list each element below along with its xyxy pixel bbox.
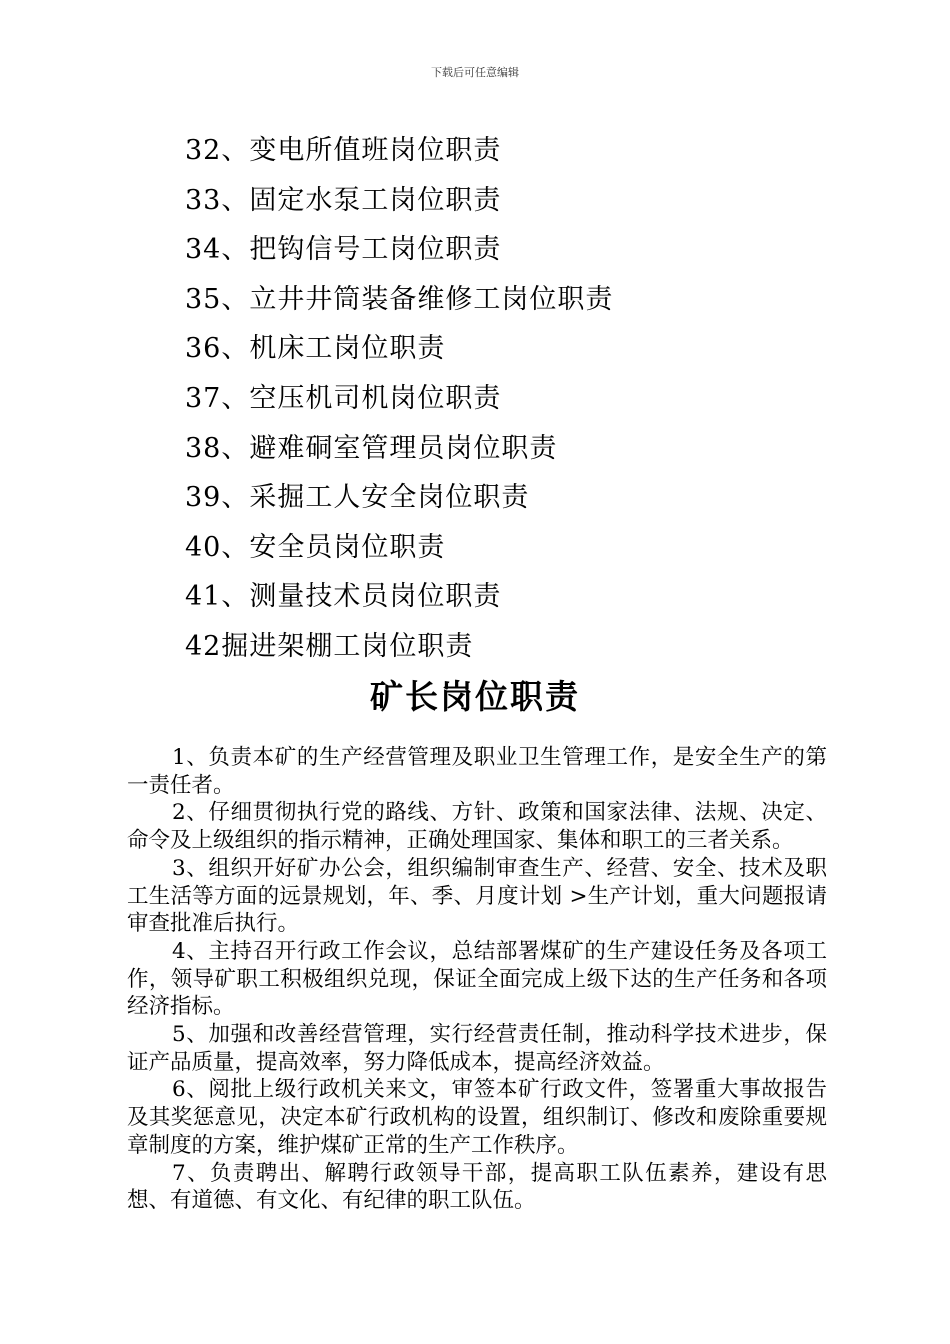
list-item: 42掘进架棚工岗位职责 [185, 630, 474, 662]
list-item: 34、把钩信号工岗位职责 [185, 234, 502, 266]
list-item: 35、立井井筒装备维修工岗位职责 [185, 283, 614, 315]
page-header-note: 下载后可任意编辑 [431, 66, 519, 79]
paragraph-5: 5、加强和改善经营管理，实行经营责任制，推动科学技术进步，保证产品质量，提高效率，努力降低成本，提高经济效益。 [127, 1022, 827, 1075]
section-body [127, 744, 827, 1215]
list-item: 39、采掘工人安全岗位职责 [185, 482, 530, 514]
paragraph-4: 4、主持召开行政工作会议，总结部署煤矿的生产建设任务及各项工作，领导矿职工积极组织兑现，保证全面完成上级下达的生产任务和各项经济指标。 [127, 938, 827, 1020]
list-item: 36、机床工岗位职责 [185, 333, 446, 365]
list-item: 37、空压机司机岗位职责 [185, 382, 502, 414]
list-item: 33、固定水泵工岗位职责 [185, 184, 502, 216]
section-title: 矿长岗位职责 [370, 677, 580, 716]
paragraph-7: 7、负责聘出、解聘行政领导干部，提高职工队伍素养，建设有思想、有道德、有文化、有纪律的职工队伍。 [127, 1160, 827, 1214]
list-item: 32、变电所值班岗位职责 [185, 135, 502, 166]
list-item: 40、安全员岗位职责 [185, 531, 446, 563]
list-item: 41、测量技术员岗位职责 [185, 581, 502, 613]
duty-list [185, 126, 825, 672]
paragraph-3: 3、组织开好矿办公会，组织编制审查生产、经营、安全、技术及职工生活等方面的远景规划，年、季、月度计划 >生产计划，重大问题报请审查批准后执行。 [127, 855, 827, 937]
list-item: 38、避难硐室管理员岗位职责 [185, 432, 558, 464]
paragraph-2: 2、仔细贯彻执行党的路线、方针、政策和国家法律、法规、决定、命令及上级组织的指示精神，正确处理国家、集体和职工的三者关系。 [127, 800, 827, 854]
paragraph-6: 6、阅批上级行政机关来文，审签本矿行政文件，签署重大事故报告及其奖惩意见，决定本矿行政机构的设置，组织制订、修改和废除重要规章制度的方案，维护煤矿正常的生产工作秩序。 [127, 1077, 827, 1158]
paragraph-1: 1、负责本矿的生产经营管理及职业卫生管理工作，是安全生产的第一责任者。 [127, 745, 827, 798]
